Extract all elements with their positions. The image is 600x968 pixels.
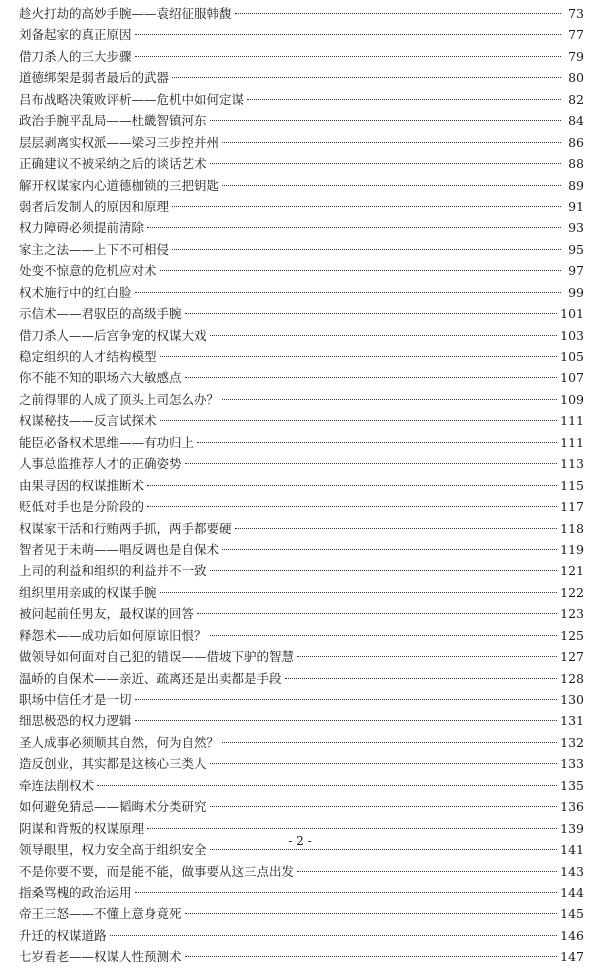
- toc-entry: [19, 582, 584, 603]
- toc-entry-title: 被问起前任男友，最权谋的回答: [19, 606, 195, 622]
- toc-entry: [19, 410, 584, 431]
- toc-entry-title: 七岁看老——权谋人性预测术: [19, 949, 182, 965]
- toc-leader-dots: [135, 699, 558, 700]
- toc-entry-page: 128: [560, 670, 584, 686]
- toc-entry: [19, 175, 584, 196]
- toc-entry-title: 权术施行中的红白脸: [19, 284, 132, 300]
- toc-entry-page: 111: [560, 434, 584, 450]
- toc-entry-page: 89: [568, 177, 584, 193]
- toc-leader-dots: [147, 828, 557, 829]
- toc-entry-title: 权谋家干活和行贿两手抓，两手都要硬: [19, 520, 232, 536]
- toc-entry: [19, 625, 584, 646]
- toc-leader-dots: [160, 592, 558, 593]
- toc-leader-dots: [210, 335, 558, 336]
- toc-entry-title: 造反创业，其实都是这核心三类人: [19, 756, 207, 772]
- toc-leader-dots: [135, 892, 558, 893]
- toc-entry: [19, 217, 584, 238]
- toc-entry-title: 升迁的权谋道路: [19, 927, 107, 943]
- toc-leader-dots: [147, 485, 557, 486]
- toc-entry-title: 稳定组织的人才结构模型: [19, 349, 157, 364]
- toc-leader-dots: [197, 613, 557, 614]
- toc-leader-dots: [135, 292, 561, 293]
- toc-leader-dots: [297, 871, 557, 872]
- toc-entry: [19, 796, 584, 817]
- toc-entry-title: 组织里用亲戚的权谋手腕: [19, 584, 157, 600]
- toc-entry: [19, 303, 584, 324]
- toc-entry-title: 不是你要不要，而是能不能，做事要从这三点出发: [19, 863, 295, 879]
- toc-leader-dots: [185, 313, 558, 314]
- toc-entry-page: 139: [560, 820, 584, 836]
- toc-entry-title: 刘备起家的真正原因: [19, 27, 132, 43]
- toc-entry: [19, 110, 584, 131]
- toc-leader-dots: [247, 99, 561, 100]
- toc-entry-title: 家主之法——上下不可相侵: [19, 241, 170, 257]
- toc-entry: [19, 475, 584, 496]
- toc-entry: [19, 518, 584, 539]
- toc-leader-dots: [97, 785, 557, 786]
- toc-entry-page: 143: [560, 863, 584, 879]
- toc-entry-page: 84: [568, 113, 584, 129]
- toc-leader-dots: [297, 656, 557, 657]
- toc-entry-page: 135: [560, 777, 584, 793]
- toc-entry: [19, 539, 584, 560]
- toc-entry-title: 如何避免猜忌——韬晦术分类研究: [19, 799, 207, 815]
- toc-leader-dots: [210, 806, 558, 807]
- toc-entry-title: 温峤的自保术——亲近、疏离还是出卖都是手段: [19, 670, 282, 686]
- toc-entry-page: 125: [560, 627, 584, 643]
- toc-entry-title: 阴谋和背叛的权谋原理: [19, 820, 145, 836]
- toc-entry: [19, 603, 584, 624]
- toc-leader-dots: [160, 270, 561, 271]
- toc-entry-title: 你不能不知的职场六大敏感点: [19, 370, 182, 386]
- toc-leader-dots: [135, 34, 561, 35]
- toc-entry-page: 107: [560, 370, 584, 386]
- toc-entry-title: 做领导如何面对自己犯的错误——借坡下驴的智慧: [19, 649, 295, 665]
- toc-entry-page: 86: [568, 134, 584, 150]
- toc-entry-title: 贬低对手也是分阶段的: [19, 499, 145, 515]
- toc-entry: [19, 153, 584, 174]
- toc-leader-dots: [160, 420, 558, 421]
- toc-leader-dots: [222, 185, 561, 186]
- toc-entry-page: 144: [560, 884, 584, 900]
- toc-leader-dots: [285, 678, 558, 679]
- toc-entry-title: 由果寻因的权谋推断术: [19, 477, 145, 493]
- toc-entry-page: 80: [568, 70, 584, 86]
- toc-entry-page: 101: [560, 306, 584, 322]
- toc-entry: [19, 260, 584, 281]
- toc-entry-title: 层层剥离实权派——梁习三步控并州: [19, 134, 220, 150]
- toc-entry: [19, 882, 584, 903]
- toc-entry-page: 117: [560, 499, 584, 515]
- toc-entry-title: 政治手腕平乱局——杜畿智镇河东: [19, 113, 207, 129]
- toc-entry-page: 99: [568, 284, 584, 300]
- toc-leader-dots: [147, 506, 557, 507]
- toc-leader-dots: [222, 549, 557, 550]
- toc-entry-page: 130: [560, 692, 584, 707]
- toc-entry-page: 122: [560, 584, 584, 600]
- toc-entry-title: 智者见于未萌——唱反调也是自保术: [19, 541, 220, 557]
- toc-entry-page: 131: [560, 713, 584, 729]
- toc-leader-dots: [185, 956, 558, 957]
- toc-entry: [19, 496, 584, 517]
- toc-entry-title: 解开权谋家内心道德枷锁的三把钥匙: [19, 177, 220, 193]
- toc-entry-page: 91: [568, 198, 584, 214]
- toc-leader-dots: [222, 742, 557, 743]
- toc-entry: [19, 925, 584, 946]
- toc-entry: [19, 282, 584, 303]
- toc-entry: [19, 67, 584, 88]
- toc-entry-title: 指桑骂槐的政治运用: [19, 884, 132, 900]
- toc-leader-dots: [160, 356, 558, 357]
- toc-entry: [19, 646, 584, 667]
- toc-entry: [19, 453, 584, 474]
- toc-entry: [19, 753, 584, 774]
- toc-entry-page: 82: [568, 91, 584, 107]
- toc-entry: [19, 432, 584, 453]
- toc-entry-title: 上司的利益和组织的利益并不一致: [19, 563, 207, 579]
- toc-entry: [19, 132, 584, 153]
- toc-leader-dots: [172, 206, 561, 207]
- toc-entry-page: 95: [568, 241, 584, 257]
- toc-leader-dots: [172, 249, 561, 250]
- toc-leader-dots: [172, 77, 561, 78]
- toc-entry-title: 示信术——君驭臣的高级手腕: [19, 306, 182, 322]
- toc-leader-dots: [210, 635, 558, 636]
- toc-entry: [19, 3, 584, 24]
- toc-entry-page: 145: [560, 906, 584, 922]
- page-number: - 2 -: [288, 834, 312, 848]
- toc-entry: [19, 346, 584, 367]
- toc-entry-title: 吕布战略决策败评析——危机中如何定谋: [19, 91, 245, 107]
- toc-entry-page: 105: [560, 349, 584, 364]
- toc-entry: [19, 668, 584, 689]
- toc-entry-title: 能臣必备权术思维——有功归上: [19, 434, 195, 450]
- toc-entry-title: 权谋秘技——反言试探术: [19, 413, 157, 429]
- toc-entry: [19, 239, 584, 260]
- toc-entry: [19, 732, 584, 753]
- toc-entry-title: 道德绑架是弱者最后的武器: [19, 70, 170, 86]
- toc-entry-page: 133: [560, 756, 584, 772]
- toc-entry-title: 圣人成事必须顺其自然，何为自然？: [19, 734, 220, 750]
- toc-leader-dots: [210, 120, 561, 121]
- toc-entry: [19, 24, 584, 45]
- toc-leader-dots: [185, 463, 558, 464]
- toc-entry-page: 97: [568, 263, 584, 279]
- toc-leader-dots: [222, 399, 557, 400]
- toc-leader-dots: [110, 935, 558, 936]
- toc-entry: [19, 46, 584, 67]
- toc-entry-page: 77: [568, 27, 584, 43]
- toc-leader-dots: [197, 442, 557, 443]
- toc-leader-dots: [210, 570, 558, 571]
- toc-entry-page: 93: [568, 220, 584, 236]
- toc-entry-title: 帝王三怒——不懂上意身竟死: [19, 906, 182, 922]
- toc-entry-title: 之前得罪的人成了顶头上司怎么办？: [19, 391, 220, 407]
- toc-leader-dots: [147, 227, 561, 228]
- toc-entry: [19, 861, 584, 882]
- toc-entry-title: 细思极恐的权力逻辑: [19, 713, 132, 729]
- toc-leader-dots: [135, 720, 558, 721]
- toc-entry-page: 141: [560, 842, 584, 858]
- table-of-contents: [19, 3, 584, 968]
- toc-leader-dots: [210, 849, 558, 850]
- toc-entry-title: 领导眼里，权力安全高于组织安全: [19, 842, 207, 858]
- toc-entry-page: 88: [568, 156, 584, 172]
- toc-entry-page: 109: [560, 391, 584, 407]
- toc-leader-dots: [185, 377, 558, 378]
- toc-entry-page: 121: [560, 563, 584, 579]
- toc-entry-title: 释怨术——成功后如何原谅旧恨？: [19, 627, 207, 643]
- toc-entry-title: 正确建议不被采纳之后的谈话艺术: [19, 156, 207, 172]
- toc-entry: [19, 560, 584, 581]
- toc-entry-title: 处变不惊意的危机应对术: [19, 263, 157, 279]
- toc-entry: [19, 325, 584, 346]
- toc-entry-page: 115: [560, 477, 584, 493]
- toc-entry-page: 119: [560, 541, 584, 557]
- toc-leader-dots: [222, 142, 561, 143]
- toc-entry-page: 79: [568, 48, 584, 64]
- toc-entry: [19, 367, 584, 388]
- toc-entry-page: 146: [560, 927, 584, 943]
- toc-entry: [19, 89, 584, 110]
- toc-entry-title: 权力障碍必须提前清除: [19, 220, 145, 236]
- toc-entry-title: 趁火打劫的高妙手腕——袁绍征服韩馥: [19, 6, 232, 21]
- toc-entry-title: 职场中信任才是一切: [19, 692, 132, 707]
- toc-entry-title: 牵连法削权术: [19, 777, 95, 793]
- toc-entry-page: 147: [560, 949, 584, 965]
- toc-entry: [19, 903, 584, 924]
- toc-entry: [19, 775, 584, 796]
- toc-entry-page: 123: [560, 606, 584, 622]
- toc-entry-page: 113: [560, 456, 584, 472]
- toc-leader-dots: [235, 13, 561, 14]
- toc-entry: [19, 710, 584, 731]
- toc-entry-page: 118: [560, 520, 584, 536]
- toc-entry: [19, 946, 584, 967]
- toc-leader-dots: [210, 163, 561, 164]
- toc-entry-title: 人事总监推荐人才的正确姿势: [19, 456, 182, 472]
- toc-entry-page: 111: [560, 413, 584, 429]
- toc-entry-title: 借刀杀人——后宫争宠的权谋大戏: [19, 327, 207, 343]
- toc-leader-dots: [210, 763, 558, 764]
- toc-entry: [19, 196, 584, 217]
- toc-entry-page: 136: [560, 799, 584, 815]
- toc-leader-dots: [235, 528, 558, 529]
- toc-leader-dots: [185, 913, 558, 914]
- toc-entry: [19, 389, 584, 410]
- toc-entry: [19, 689, 584, 710]
- toc-entry-title: 借刀杀人的三大步骤: [19, 48, 132, 64]
- toc-leader-dots: [135, 56, 561, 57]
- toc-entry-page: 132: [560, 734, 584, 750]
- toc-entry-page: 127: [560, 649, 584, 665]
- toc-entry-page: 73: [568, 6, 584, 21]
- toc-entry-title: 弱者后发制人的原因和原理: [19, 198, 170, 214]
- toc-entry-page: 103: [560, 327, 584, 343]
